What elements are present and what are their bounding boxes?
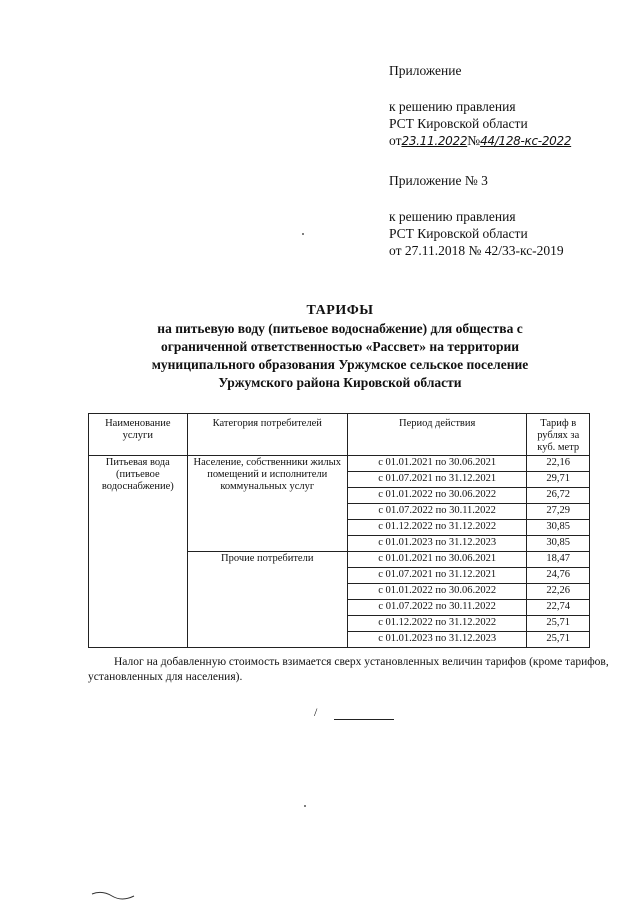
title-line-4: Уржумского района Кировской области — [218, 375, 462, 390]
period-cell: с 01.01.2021 по 30.06.2021 — [347, 456, 527, 472]
period-cell: с 01.07.2022 по 30.11.2022 — [347, 504, 527, 520]
period-cell: с 01.01.2023 по 31.12.2023 — [347, 632, 527, 648]
table-row — [89, 456, 590, 472]
period-cell: с 01.01.2023 по 31.12.2023 — [347, 536, 527, 552]
document-title — [60, 302, 620, 392]
period-cell: с 01.01.2022 по 30.06.2022 — [347, 584, 527, 600]
appendix-3-header — [389, 172, 564, 259]
header-category: Категория потребителей — [187, 414, 347, 456]
end-mark: / — [314, 705, 318, 719]
period-cell: с 01.01.2022 по 30.06.2022 — [347, 488, 527, 504]
vat-note: Налог на добавленную стоимость взимается сверх установленных величин тарифов (кроме тарифов, установленных для населения). — [88, 656, 609, 683]
decision-label: к решению правления — [389, 99, 516, 114]
tariff-cell: 22,16 — [527, 456, 590, 472]
end-divider — [334, 719, 394, 720]
appendix-3-label: Приложение № 3 — [389, 173, 488, 188]
header-period: Период действия — [347, 414, 527, 456]
category-cell-others: Прочие потребители — [187, 552, 347, 648]
period-cell: с 01.01.2021 по 30.06.2021 — [347, 552, 527, 568]
decision-ref-2: от 27.11.2018 № 42/33-кс-2019 — [389, 243, 564, 258]
category-cell-population: Население, собственники жилых помещений и исполнители коммунальных услуг — [187, 456, 347, 552]
decision-label-2: к решению правления — [389, 209, 516, 224]
tariff-cell: 24,76 — [527, 568, 590, 584]
title-main: ТАРИФЫ — [306, 303, 374, 318]
period-cell: с 01.07.2021 по 31.12.2021 — [347, 568, 527, 584]
tariff-cell: 27,29 — [527, 504, 590, 520]
tariff-cell: 26,72 — [527, 488, 590, 504]
tariff-cell: 25,71 — [527, 616, 590, 632]
authority-label: РСТ Кировской области — [389, 116, 528, 131]
tariffs-table — [88, 413, 590, 648]
tariff-cell: 30,85 — [527, 536, 590, 552]
scan-speck — [304, 805, 306, 807]
period-cell: с 01.12.2022 по 31.12.2022 — [347, 616, 527, 632]
title-line-3: муниципального образования Уржумское сельское поселение — [151, 357, 529, 372]
appendix-header — [389, 62, 571, 150]
tariff-cell: 25,71 — [527, 632, 590, 648]
period-cell: с 01.12.2022 по 31.12.2022 — [347, 520, 527, 536]
corner-scribble-icon — [90, 890, 150, 902]
service-cell: Питьевая вода (питьевое водоснабжение) — [89, 456, 188, 648]
period-cell: с 01.07.2022 по 30.11.2022 — [347, 600, 527, 616]
decision-ref: от23.11.2022№44/128-кс-2022 — [389, 133, 572, 148]
period-cell: с 01.07.2021 по 31.12.2021 — [347, 472, 527, 488]
title-line-2: ограниченной ответственностью «Рассвет» на территории — [160, 339, 520, 354]
title-line-1: на питьевую воду (питьевое водоснабжение) для общества с — [157, 321, 523, 336]
header-tariff: Тариф в рублях за куб. метр — [527, 414, 590, 456]
tariff-cell: 29,71 — [527, 472, 590, 488]
tariff-cell: 30,85 — [527, 520, 590, 536]
tariff-cell: 22,74 — [527, 600, 590, 616]
handwritten-number: 44/128-кс-2022 — [480, 134, 572, 148]
header-service: Наименование услуги — [89, 414, 188, 456]
handwritten-date: 23.11.2022 — [401, 134, 468, 148]
table-header-row — [89, 414, 590, 456]
tariff-cell: 18,47 — [527, 552, 590, 568]
authority-label-2: РСТ Кировской области — [389, 226, 528, 241]
scan-speck — [302, 233, 304, 235]
appendix-label: Приложение — [389, 63, 462, 78]
tariff-cell: 22,26 — [527, 584, 590, 600]
